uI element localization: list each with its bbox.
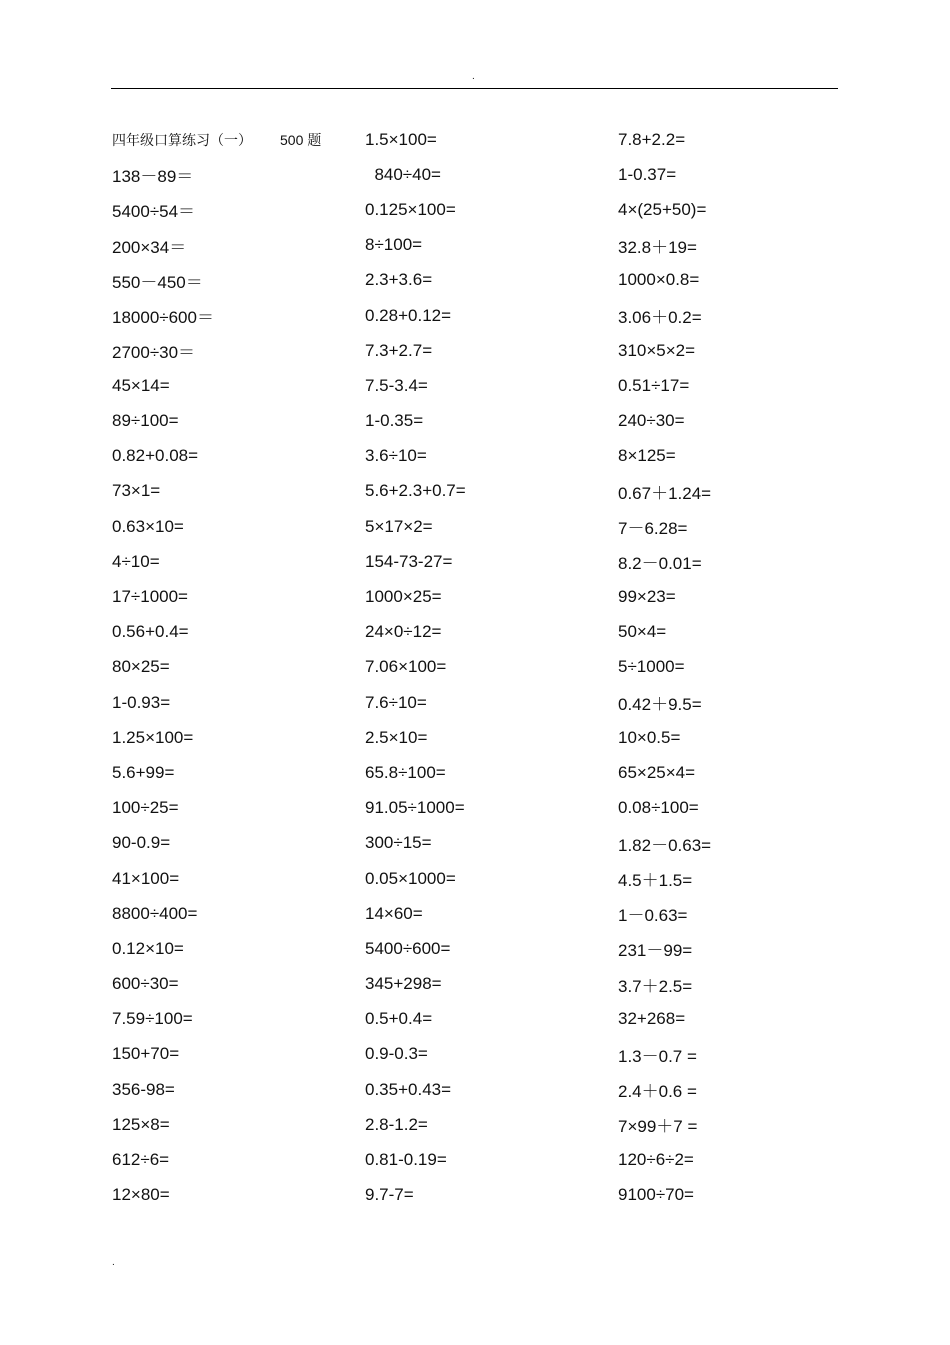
title-unit: 题 bbox=[307, 132, 322, 149]
exercise-item: 14×60= bbox=[365, 903, 423, 923]
exercise-item: 2.8-1.2= bbox=[365, 1114, 428, 1134]
exercise-item: 45×14= bbox=[112, 375, 170, 395]
exercise-item: 154-73-27= bbox=[365, 551, 453, 571]
exercise-item: 7×99＋7 = bbox=[618, 1117, 698, 1137]
exercise-row bbox=[112, 298, 852, 333]
exercise-item: 41×100= bbox=[112, 868, 180, 888]
exercise-item: 3.6÷10= bbox=[365, 446, 427, 466]
exercise-item: 1000×0.8= bbox=[618, 270, 700, 290]
exercise-item: 612÷6= bbox=[112, 1150, 170, 1170]
exercise-item: 310×5×2= bbox=[618, 340, 696, 360]
exercise-row bbox=[112, 122, 852, 157]
exercise-row bbox=[112, 861, 852, 896]
exercise-item: 1.82－0.63= bbox=[618, 835, 712, 855]
exercise-item: 1－0.63= bbox=[618, 906, 688, 926]
exercise-item: 1-0.93= bbox=[112, 692, 171, 712]
exercise-item: 65×25×4= bbox=[618, 762, 696, 782]
exercise-row bbox=[112, 1178, 852, 1213]
exercise-item: 1-0.35= bbox=[365, 411, 424, 431]
exercise-item: 5÷1000= bbox=[618, 657, 685, 677]
exercise-item: 8×125= bbox=[618, 446, 676, 466]
exercise-row bbox=[112, 1072, 852, 1107]
exercise-row bbox=[112, 1037, 852, 1072]
exercise-item: 200×34＝ bbox=[112, 237, 187, 257]
exercise-item: 24×0÷12= bbox=[365, 622, 442, 642]
exercise-item: 550－450＝ bbox=[112, 272, 203, 292]
exercise-item: 1-0.37= bbox=[618, 164, 677, 184]
exercise-row bbox=[112, 896, 852, 931]
header-mark: . bbox=[472, 71, 475, 82]
exercise-item: 138－89＝ bbox=[112, 167, 194, 187]
exercise-row bbox=[112, 192, 852, 227]
exercise-row bbox=[112, 228, 852, 263]
exercise-item: 8800÷400= bbox=[112, 903, 198, 923]
exercise-item: 0.67＋1.24= bbox=[618, 483, 712, 503]
exercise-row bbox=[112, 650, 852, 685]
exercise-row bbox=[112, 1107, 852, 1142]
exercise-item: 100÷25= bbox=[112, 798, 179, 818]
exercise-item: 90-0.9= bbox=[112, 833, 171, 853]
exercise-item: 7－6.28= bbox=[618, 519, 688, 539]
exercise-row bbox=[112, 931, 852, 966]
exercise-item: 80×25= bbox=[112, 657, 170, 677]
exercise-item: 8.2－0.01= bbox=[618, 554, 702, 574]
exercise-row bbox=[112, 755, 852, 790]
exercise-item: 0.08÷100= bbox=[618, 798, 699, 818]
exercise-row bbox=[112, 791, 852, 826]
exercise-item: 3.06＋0.2= bbox=[618, 308, 702, 328]
exercise-item: 0.12×10= bbox=[112, 938, 184, 958]
exercise-item: 5400÷600= bbox=[365, 938, 451, 958]
header-rule bbox=[111, 88, 838, 89]
exercise-row bbox=[112, 1142, 852, 1177]
exercise-item: 4×(25+50)= bbox=[618, 199, 707, 219]
exercise-item: 7.59÷100= bbox=[112, 1009, 193, 1029]
exercise-row bbox=[112, 685, 852, 720]
exercise-item: 2.4＋0.6 = bbox=[618, 1082, 697, 1102]
exercise-item: 99×23= bbox=[618, 587, 676, 607]
exercise-item: 10×0.5= bbox=[618, 727, 681, 747]
exercise-item: 240÷30= bbox=[618, 411, 685, 431]
title-wrap bbox=[112, 130, 365, 150]
exercise-item: 1.3－0.7 = bbox=[618, 1046, 697, 1066]
exercise-item: 120÷6÷2= bbox=[618, 1150, 694, 1170]
exercise-item: 17÷1000= bbox=[112, 587, 188, 607]
exercise-item: 89÷100= bbox=[112, 411, 179, 431]
exercise-row bbox=[112, 579, 852, 614]
exercise-item: 0.81-0.19= bbox=[365, 1150, 447, 1170]
exercise-item: 5.6+2.3+0.7= bbox=[365, 481, 466, 501]
exercise-row bbox=[112, 157, 852, 192]
exercise-row bbox=[112, 368, 852, 403]
exercise-row bbox=[112, 439, 852, 474]
exercise-row bbox=[112, 720, 852, 755]
exercise-row bbox=[112, 474, 852, 509]
exercise-item: 5×17×2= bbox=[365, 516, 433, 536]
exercise-item: 4÷10= bbox=[112, 551, 160, 571]
exercise-item: 2.3+3.6= bbox=[365, 270, 433, 290]
exercise-item: 4.5＋1.5= bbox=[618, 871, 693, 891]
exercise-item: 65.8÷100= bbox=[365, 762, 446, 782]
exercise-item: 0.42＋9.5= bbox=[618, 695, 702, 715]
exercise-item: 0.35+0.43= bbox=[365, 1079, 452, 1099]
exercise-item: 9.7-7= bbox=[365, 1185, 414, 1205]
title-count: 500 bbox=[280, 131, 304, 148]
exercise-row bbox=[112, 404, 852, 439]
exercise-item: 356-98= bbox=[112, 1079, 175, 1099]
exercise-item: 7.3+2.7= bbox=[365, 340, 433, 360]
exercise-item: 0.63×10= bbox=[112, 516, 184, 536]
exercise-item: 0.56+0.4= bbox=[112, 622, 189, 642]
exercise-row bbox=[112, 826, 852, 861]
exercise-item: 5.6+99= bbox=[112, 762, 175, 782]
exercise-item: 0.5+0.4= bbox=[365, 1009, 433, 1029]
exercise-row bbox=[112, 333, 852, 368]
exercise-item: 1000×25= bbox=[365, 587, 442, 607]
exercise-item: 0.51÷17= bbox=[618, 375, 690, 395]
exercise-item: 1.5×100= bbox=[365, 129, 437, 149]
exercise-item: 7.8+2.2= bbox=[618, 129, 686, 149]
exercise-item: 12×80= bbox=[112, 1185, 170, 1205]
exercise-item: 231－99= bbox=[618, 941, 693, 961]
exercise-item: 0.82+0.08= bbox=[112, 446, 199, 466]
exercise-item: 600÷30= bbox=[112, 974, 179, 994]
exercise-row bbox=[112, 509, 852, 544]
worksheet-title bbox=[112, 130, 365, 150]
exercise-row bbox=[112, 544, 852, 579]
exercise-item: 0.28+0.12= bbox=[365, 305, 452, 325]
exercise-item: 1.25×100= bbox=[112, 727, 194, 747]
exercise-item: 840÷40= bbox=[365, 164, 441, 184]
exercise-item: 7.06×100= bbox=[365, 657, 447, 677]
exercise-item: 91.05÷1000= bbox=[365, 798, 465, 818]
exercise-item: 7.5-3.4= bbox=[365, 375, 428, 395]
exercise-item: 8÷100= bbox=[365, 235, 423, 255]
exercise-item: 9100÷70= bbox=[618, 1185, 694, 1205]
title-text: 四年级口算练习（一） bbox=[112, 132, 252, 149]
exercise-item: 73×1= bbox=[112, 481, 161, 501]
exercise-row bbox=[112, 615, 852, 650]
exercise-item: 18000÷600＝ bbox=[112, 308, 214, 328]
exercise-item: 125×8= bbox=[112, 1114, 170, 1134]
exercise-item: 32.8＋19= bbox=[618, 237, 697, 257]
exercise-item: 150+70= bbox=[112, 1044, 180, 1064]
exercise-row bbox=[112, 967, 852, 1002]
exercise-item: 345+298= bbox=[365, 974, 442, 994]
exercise-item: 2.5×10= bbox=[365, 727, 428, 747]
exercise-item: 0.9-0.3= bbox=[365, 1044, 428, 1064]
exercise-row bbox=[112, 263, 852, 298]
exercise-item: 0.05×1000= bbox=[365, 868, 456, 888]
footer-mark: . bbox=[112, 1257, 115, 1268]
exercise-item: 300÷15= bbox=[365, 833, 432, 853]
exercise-item: 2700÷30＝ bbox=[112, 343, 196, 363]
exercise-item: 7.6÷10= bbox=[365, 692, 427, 712]
exercise-item: 0.125×100= bbox=[365, 199, 456, 219]
exercise-grid bbox=[112, 122, 852, 1213]
exercise-row bbox=[112, 1002, 852, 1037]
exercise-item: 50×4= bbox=[618, 622, 667, 642]
exercise-item: 32+268= bbox=[618, 1009, 686, 1029]
exercise-item: 5400÷54＝ bbox=[112, 202, 196, 222]
exercise-item: 3.7＋2.5= bbox=[618, 976, 693, 996]
